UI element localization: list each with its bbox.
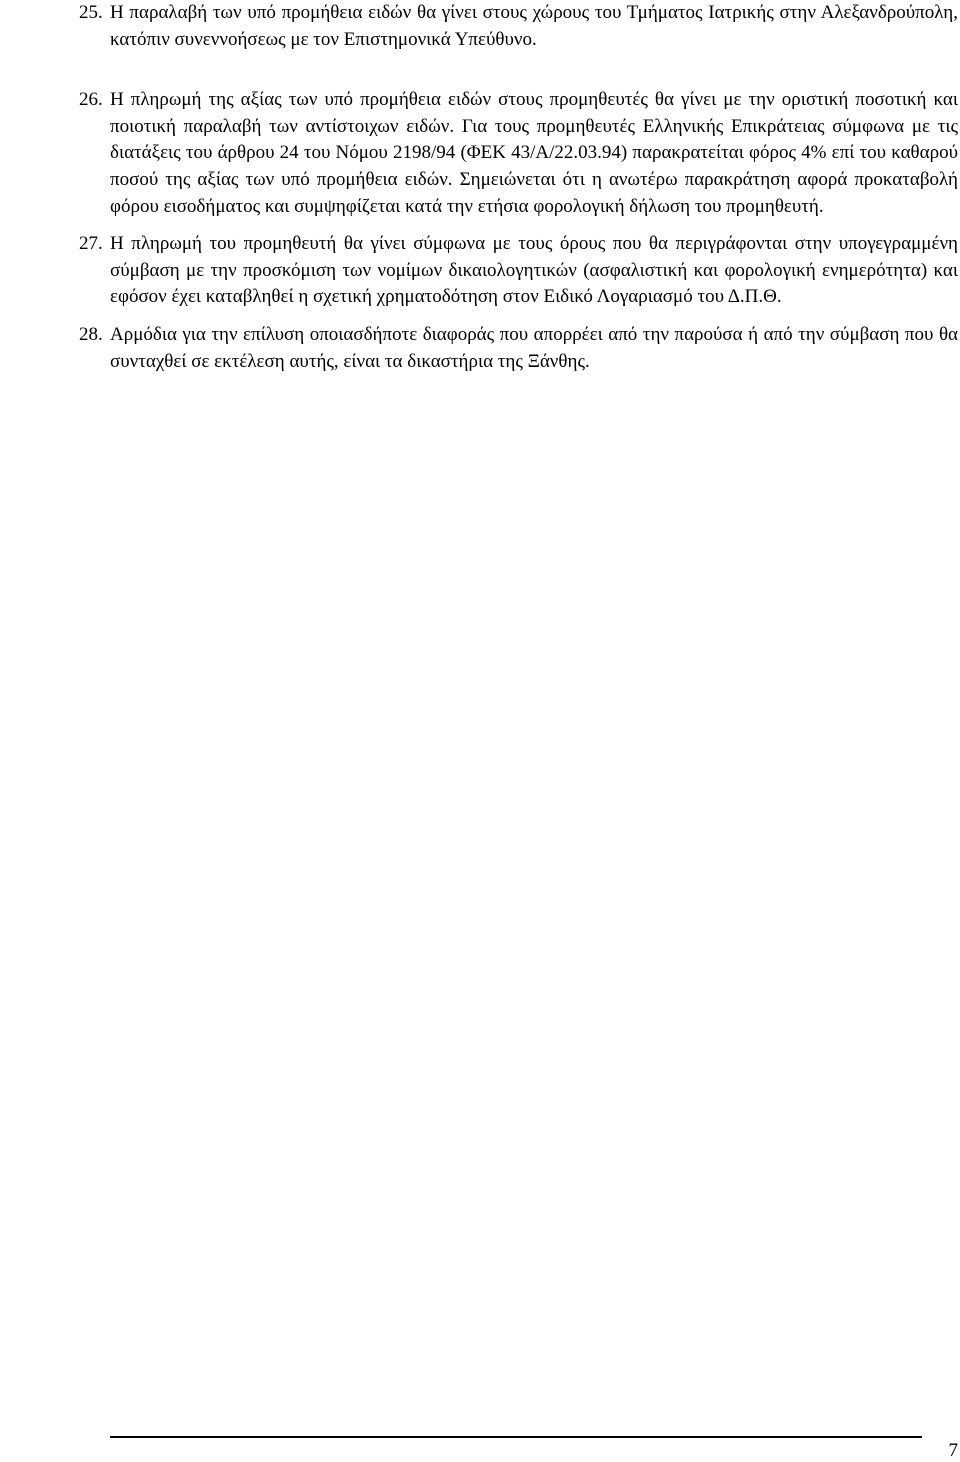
item-text: Αρμόδια για την επίλυση οποιασδήποτε διαφοράς που απορρέει από την παρούσα ή από την σύμβαση που θα συνταχθεί σε εκτέλεση αυτής, είναι τα δικαστήρια της Ξάνθης. bbox=[110, 323, 958, 372]
list-item-27 bbox=[0, 231, 960, 311]
footer-divider bbox=[110, 1436, 922, 1438]
item-text: Η πληρωμή του προμηθευτή θα γίνει σύμφωνα με τους όρους που θα περιγράφονται στην υπογεγραμμένη σύμβαση με την προσκόμιση των νομίμων δικαιολογητικών (ασφαλιστική και φορολογική ενημερότητα) και εφόσον έχει καταβληθεί η σχετική χρηματοδότηση στον Ειδικό Λογαριασμό του Δ.Π.Θ. bbox=[110, 233, 958, 308]
item-number: 28. bbox=[79, 323, 103, 345]
item-text: Η πληρωμή της αξίας των υπό προμήθεια ειδών στους προμηθευτές θα γίνει με την οριστική ποσοτική και ποιοτική παραλαβή των αντίστοιχων ειδών. Για τους προμηθευτές Ελληνικής Επικράτειας σύμφωνα με τις διατάξεις του άρθρου 24 του Νόμου 2198/94 (ΦΕΚ 43/Α/22.03.94) παρακρατείται φόρος 4% επί του καθαρού ποσού της αξίας των υπό προμήθεια ειδών. Σημειώνεται ότι η ανωτέρω παρακράτηση αφορά προκαταβολή φόρου εισοδήματος και συμψηφίζεται κατά την ετήσια φορολογική δήλωση του προμηθευτή. bbox=[110, 89, 958, 217]
item-number: 26. bbox=[79, 89, 103, 111]
list-item-25 bbox=[0, 0, 960, 53]
item-text: Η παραλαβή των υπό προμήθεια ειδών θα γίνει στους χώρους του Τμήματος Ιατρικής στην Αλεξανδρούπολη, κατόπιν συνεννοήσεως με τον Επιστημονικά Υπεύθυνο. bbox=[110, 2, 958, 50]
document-body bbox=[0, 0, 960, 375]
page-number: 7 bbox=[948, 1440, 958, 1461]
list-item-26 bbox=[0, 87, 960, 220]
item-number: 25. bbox=[79, 2, 103, 23]
item-number: 27. bbox=[79, 233, 103, 255]
list-item-28 bbox=[0, 322, 960, 375]
